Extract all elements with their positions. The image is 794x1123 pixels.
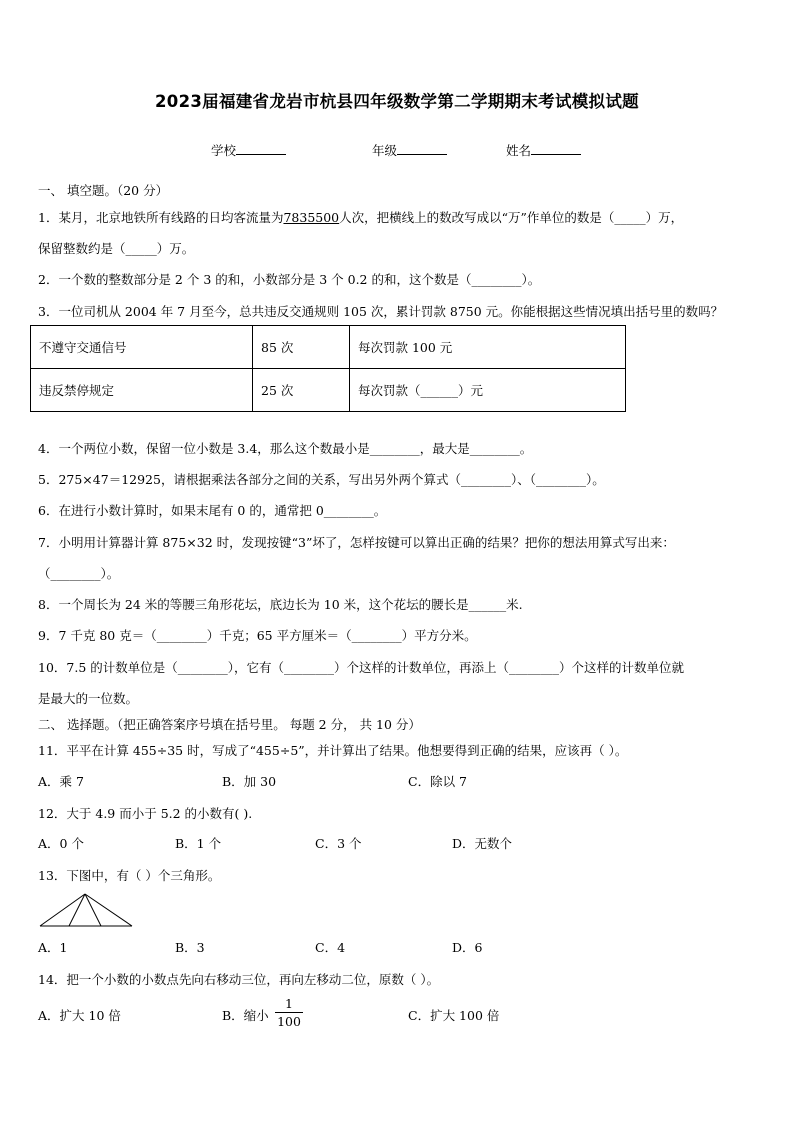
- question-10-line2: 是最大的一位数。: [38, 691, 139, 706]
- school-field[interactable]: [211, 141, 286, 159]
- table-cell: 不遵守交通信号: [31, 326, 253, 369]
- question-3-table: [30, 325, 626, 412]
- question-7-line2: （________）。: [38, 566, 120, 581]
- name-blank[interactable]: [531, 142, 581, 155]
- question-3: 3．一位司机从 2004 年 7 月至今，总共违反交通规则 105 次，累计罚款 8750 元。你能根据这些情况填出括号里的数吗？: [38, 304, 724, 319]
- question-4: 4．一个两位小数，保留一位小数是 3.4，那么这个数最小是________，最大是________。: [38, 441, 533, 456]
- question-5: 5．275×47＝12925，请根据乘法各部分之间的关系，写出另外两个算式（________）、（________）。: [38, 472, 605, 487]
- question-1-line2: 保留整数约是（_____）万。: [38, 241, 195, 256]
- school-blank[interactable]: [236, 142, 286, 155]
- question-13: 13．下图中，有（ ）个三角形。: [38, 868, 221, 883]
- q11-option-c[interactable]: C．除以 7: [408, 774, 467, 789]
- fraction-denominator: 100: [277, 1014, 301, 1029]
- grade-blank[interactable]: [397, 142, 447, 155]
- q13-option-d[interactable]: D．6: [452, 940, 483, 955]
- question-11: 11．平平在计算 455÷35 时，写成了“455÷5”，并计算出了结果。他想要得到正确的结果，应该再（ ）。: [38, 743, 628, 758]
- triangle-figure: [39, 892, 133, 928]
- question-7-line1: 7．小明用计算器计算 875×32 时，发现按键“3”坏了，怎样按键可以算出正确的结果？把你的想法用算式写出来：: [38, 535, 675, 550]
- question-8: 8．一个周长为 24 米的等腰三角形花坛，底边长为 10 米，这个花坛的腰长是______米.: [38, 597, 523, 612]
- name-label: 姓名: [506, 143, 532, 158]
- table-row: [31, 369, 626, 412]
- q14-option-c[interactable]: C．扩大 100 倍: [408, 1008, 500, 1023]
- question-10-line1: 10．7.5 的计数单位是（________），它有（________）个这样的计数单位，再添上（________）个这样的计数单位就: [38, 660, 685, 675]
- question-2: 2．一个数的整数部分是 2 个 3 的和，小数部分是 3 个 0.2 的和，这个数是（________）。: [38, 272, 541, 287]
- q12-option-d[interactable]: D．无数个: [452, 836, 513, 851]
- question-6: 6．在进行小数计算时，如果末尾有 0 的，通常把 0________。: [38, 503, 387, 518]
- q12-option-c[interactable]: C．3 个: [315, 836, 362, 851]
- question-1-line1: 1．某月，北京地铁所有线路的日均客流量为7835500人次，把横线上的数改写成以“万”作单位的数是（_____）万，: [38, 210, 684, 225]
- table-cell: 每次罚款 100 元: [350, 326, 626, 369]
- table-cell: 违反禁停规定: [31, 369, 253, 412]
- q14-option-b[interactable]: B．缩小: [222, 1008, 269, 1023]
- table-cell: 每次罚款（______）元: [350, 369, 626, 412]
- table-cell: 85 次: [253, 326, 350, 369]
- q14-fraction: [275, 995, 303, 1030]
- q13-option-a[interactable]: A．1: [38, 940, 68, 955]
- table-cell: 25 次: [253, 369, 350, 412]
- question-14: 14．把一个小数的小数点先向右移动三位，再向左移动二位，原数（ ）。: [38, 972, 440, 987]
- q13-option-c[interactable]: C．4: [315, 940, 346, 955]
- q13-option-b[interactable]: B．3: [175, 940, 205, 955]
- q14-option-a[interactable]: A．扩大 10 倍: [38, 1008, 121, 1023]
- name-field[interactable]: [506, 141, 581, 159]
- page-title: 2023届福建省龙岩市杭县四年级数学第二学期期末考试模拟试题: [155, 92, 639, 111]
- school-label: 学校: [211, 143, 237, 158]
- section1-heading: 一、 填空题。（20 分）: [38, 183, 169, 198]
- table-row: [31, 326, 626, 369]
- section2-heading: 二、 选择题。（把正确答案序号填在括号里。 每题 2 分， 共 10 分）: [38, 717, 421, 732]
- fraction-numerator: 1: [275, 995, 303, 1013]
- q11-option-b[interactable]: B．加 30: [222, 774, 277, 789]
- question-12: 12．大于 4.9 而小于 5.2 的小数有( ).: [38, 806, 253, 821]
- grade-field[interactable]: [372, 141, 447, 159]
- q11-option-a[interactable]: A．乘 7: [38, 774, 84, 789]
- q12-option-a[interactable]: A．0 个: [38, 836, 84, 851]
- grade-label: 年级: [372, 143, 398, 158]
- question-9: 9．7 千克 80 克＝（________）千克；65 平方厘米＝（________）平方分米。: [38, 628, 477, 643]
- q1-underlined-number: 7835500: [283, 210, 340, 225]
- q12-option-b[interactable]: B．1 个: [175, 836, 222, 851]
